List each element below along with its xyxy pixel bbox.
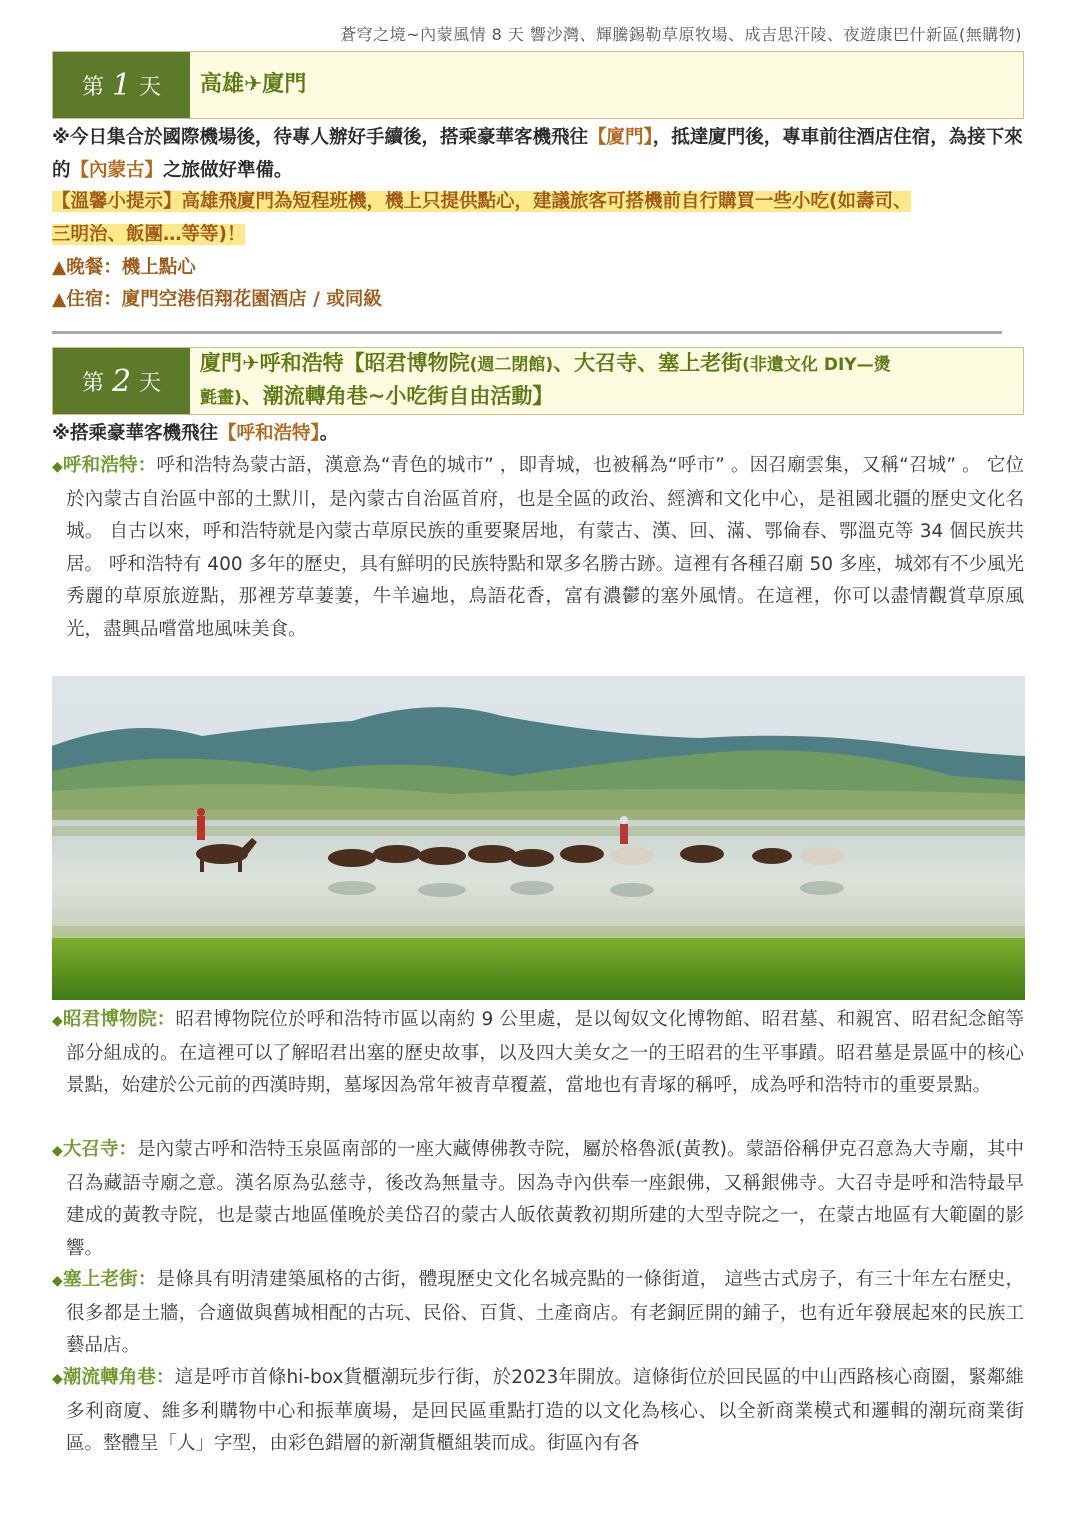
day1-banner — [52, 51, 1024, 119]
day-label-suffix: 天 — [139, 370, 162, 396]
attraction-description: 這是呼市首條hi-box貨櫃潮玩步行街，於2023年開放。這條街位於回民區的中山西路核心商圈，緊鄰維多利商廈、維多利購物中心和振華廣場，是回民區重點打造的以文化為核心、以全新商業模式和邏輯的潮玩商業街區。整體呈「人」字型，由彩色錯層的新潮貨櫃組裝而成。街區內有各 — [66, 1367, 1024, 1454]
tip-line: 三明治、飯團…等等)！ — [52, 223, 246, 245]
day1-hotel: ▲住宿：廈門空港佰翔花園酒店 / 或同級 — [52, 289, 382, 310]
attraction-item-hohhot — [52, 450, 1024, 646]
day-label-prefix: 第 — [81, 370, 104, 396]
day1-label — [53, 52, 190, 118]
day2-title-text: 廈門✈呼和浩特【昭君博物院 — [200, 351, 470, 375]
day1-dinner: ▲晚餐：機上點心 — [52, 257, 196, 278]
day2-title-text: 、潮流轉角巷~小吃街自由活動】 — [241, 384, 554, 408]
attraction-item-dazhao-temple — [52, 1134, 1024, 1265]
day-label-suffix: 天 — [139, 74, 162, 100]
attraction-name: 大召寺： — [62, 1139, 138, 1160]
tip-line: 【溫馨小提示】高雄飛廈門為短程班機，機上只提供點心，建議旅客可搭機前自行購買一些小吃(如壽司、 — [52, 191, 912, 212]
bullet-icon: ◆ — [52, 1371, 63, 1387]
day2-title-text: 、大召寺、塞上老街 — [553, 351, 743, 375]
attraction-name: 塞上老街： — [63, 1269, 157, 1290]
day2-intro-text: 。 — [319, 423, 339, 444]
day2-intro — [52, 418, 1024, 451]
day2-title-note: (非遺文化 DIY—燙 — [742, 355, 891, 375]
attraction-item-old-street — [52, 1264, 1024, 1363]
day2-intro-highlight: 【呼和浩特】 — [218, 423, 320, 444]
day1-intro — [52, 122, 1024, 187]
attraction-item-trend-alley — [52, 1362, 1024, 1461]
bullet-icon: ◆ — [52, 1143, 63, 1159]
day2-title — [190, 348, 1023, 414]
day2-title-note: 氈畫) — [200, 388, 242, 408]
day-label-prefix: 第 — [81, 74, 104, 100]
bullet-icon: ◆ — [52, 459, 63, 475]
day1-intro-highlight: 【內蒙古】 — [70, 159, 164, 181]
attraction-name: 潮流轉角巷： — [62, 1367, 175, 1388]
attraction-item-zhaojun-museum — [52, 1004, 1024, 1103]
day1-intro-text: 之旅做好準備。 — [163, 159, 293, 181]
day1-intro-text: ，抵達廈門後，專車前往酒店住宿，為接下來的 — [52, 127, 1023, 181]
attraction-description: 是條具有明清建築風格的古街，體現歷史文化名城亮點的一條街道， 這些古式房子，有三十年左右歷史，很多都是土牆，合適做與舊城相配的古玩、民俗、百貨、土產商店。有老銅匠開的鋪子，也有近年發展起來的民族工藝品店。 — [66, 1269, 1024, 1356]
day2-intro-text: ※搭乘豪華客機飛往 — [52, 423, 218, 444]
bullet-icon: ◆ — [52, 1013, 64, 1029]
day-number: 1 — [111, 67, 132, 103]
day1-title: 高雄✈廈門 — [200, 72, 307, 97]
day1-intro-text: ※今日集合於國際機場後，待專人辦好手續後，搭乘豪華客機飛往 — [52, 127, 588, 148]
section-divider — [52, 331, 1002, 334]
attraction-description: 昭君博物院位於呼和浩特市區以南約 9 公里處，是以匈奴文化博物館、昭君墓、和親宮、昭君紀念館等部分組成的。在這裡可以了解昭君出塞的歷史故事，以及四大美女之一的王昭君的生平事蹟。昭君墓是景區中的核心景點，始建於公元前的西漢時期，墓塚因為常年被青草覆蓋，當地也有青塚的稱呼，成為呼和浩特市的重要景點。 — [66, 1009, 1024, 1096]
attraction-description: 呼和浩特為蒙古語，漢意為“青色的城市” ，即青城，也被稱為“呼市” 。因召廟雲集，又稱“召城” 。 它位於內蒙古自治區中部的土默川，是內蒙古自治區首府，也是全區的政治、經濟和文化中心，是祖國北疆的歷史文化名城。 自古以來，呼和浩特就是內蒙古草原民族的重要聚居地，有蒙古、漢、回、滿、鄂倫春、鄂溫克等 34 個民族共居。 呼和浩特有 400 多年的歷史，具有鮮明的民族特點和眾多名勝古跡。這裡有各種召廟 50 多座，城郊有不少風光秀麗的草原旅遊點，那裡芳草萋萋，牛羊遍地，鳥語花香，富有濃鬱的塞外風情。在這裡，你可以盡情觀賞草原風光，盡興品嚐當地風味美食。 — [66, 455, 1024, 640]
day1-intro-highlight: 【廈門】 — [588, 127, 653, 148]
attraction-name: 昭君博物院： — [63, 1009, 176, 1030]
day2-label — [53, 348, 190, 414]
day2-title-note: (週二閉館) — [469, 355, 554, 375]
day2-banner — [52, 347, 1024, 415]
bullet-icon: ◆ — [52, 1273, 63, 1289]
day-number: 2 — [111, 363, 132, 399]
attraction-description: 是內蒙古呼和浩特玉泉區南部的一座大藏傳佛教寺院，屬於格魯派(黃教)。蒙語俗稱伊克召意為大寺廟，其中召為藏語寺廟之意。漢名原為弘慈寺，後改為無量寺。因為寺內供奉一座銀佛，又稱銀佛寺。大召寺是呼和浩特最早建成的黃教寺院，也是蒙古地區僅晚於美岱召的蒙古人皈依黃教初期所建的大型寺院之一，在蒙古地區有大範圍的影響。 — [66, 1139, 1024, 1259]
grassland-horses-photo — [52, 676, 1025, 1000]
landscape-illustration — [52, 676, 1025, 1000]
document-header: 蒼穹之境~內蒙風情 8 天 響沙灣、輝騰錫勒草原牧場、成吉思汗陵、夜遊康巴什新區(無購物) — [340, 25, 1022, 44]
attraction-name: 呼和浩特： — [62, 455, 157, 476]
day1-tip — [52, 186, 1024, 251]
